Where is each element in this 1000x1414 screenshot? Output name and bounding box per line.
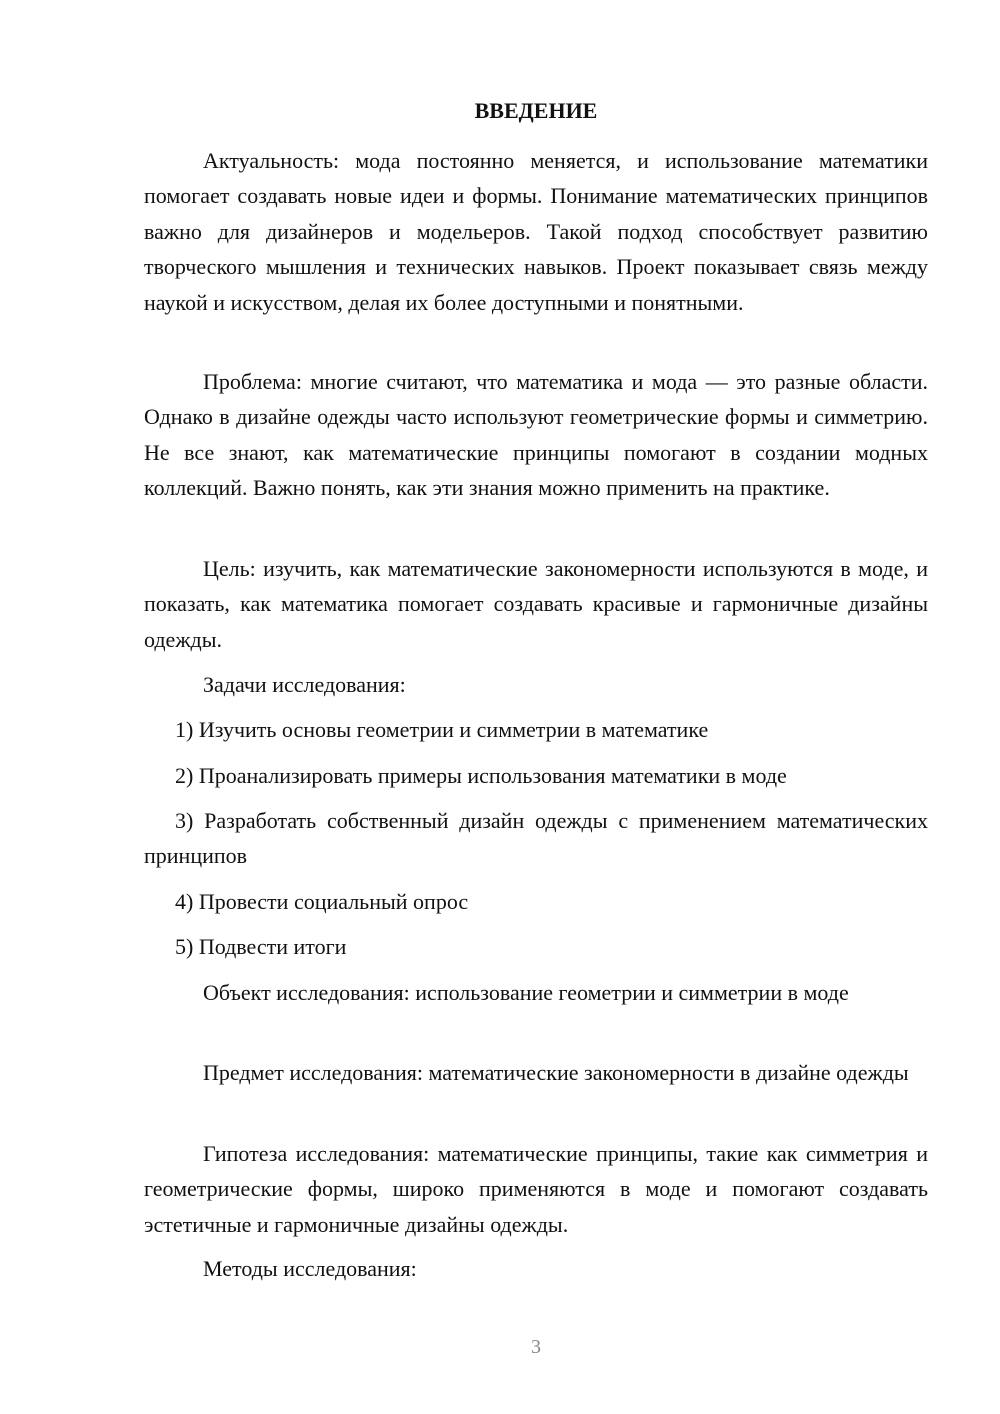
- task-item: 5) Подвести итоги: [175, 934, 347, 959]
- object-paragraph: Объект исследования: использование геометрии и симметрии в моде: [203, 980, 849, 1005]
- relevance-paragraph: Актуальность: мода постоянно меняется, и использование математики помогает создавать новые идеи и формы. Понимание математических принципов важно для дизайнеров и модельеров. Такой подход способствует развитию творческого мышления и технических навыков. Проект показывает связь между наукой и искусством, делая их более доступными и понятными.: [144, 148, 928, 315]
- goal-paragraph: Цель: изучить, как математические закономерности используются в моде, и показать, как математика помогает создавать красивые и гармоничные дизайны одежды.: [144, 556, 928, 652]
- page-number: 3: [531, 1336, 541, 1358]
- task-item: 1) Изучить основы геометрии и симметрии в математике: [175, 717, 709, 742]
- task-item: 4) Провести социальный опрос: [175, 889, 469, 914]
- task-item: 3) Разработать собственный дизайн одежды с применением математических принципов: [144, 808, 928, 869]
- subject-paragraph: Предмет исследования: математические закономерности в дизайне одежды: [203, 1060, 909, 1085]
- task-item: 2) Проанализировать примеры использования математики в моде: [175, 763, 787, 788]
- hypothesis-paragraph: Гипотеза исследования: математические принципы, такие как симметрия и геометрические формы, широко применяются в моде и помогают создавать эстетичные и гармоничные дизайны одежды.: [144, 1141, 928, 1237]
- problem-paragraph: Проблема: многие считают, что математика и мода — это разные области. Однако в дизайне одежды часто используют геометрические формы и симметрию. Не все знают, как математические принципы помогают в создании модных коллекций. Важно понять, как эти знания можно применить на практике.: [144, 369, 928, 501]
- methods-heading: Методы исследования:: [203, 1256, 417, 1281]
- page-title: ВВЕДЕНИЕ: [474, 98, 598, 123]
- tasks-heading: Задачи исследования:: [203, 672, 406, 697]
